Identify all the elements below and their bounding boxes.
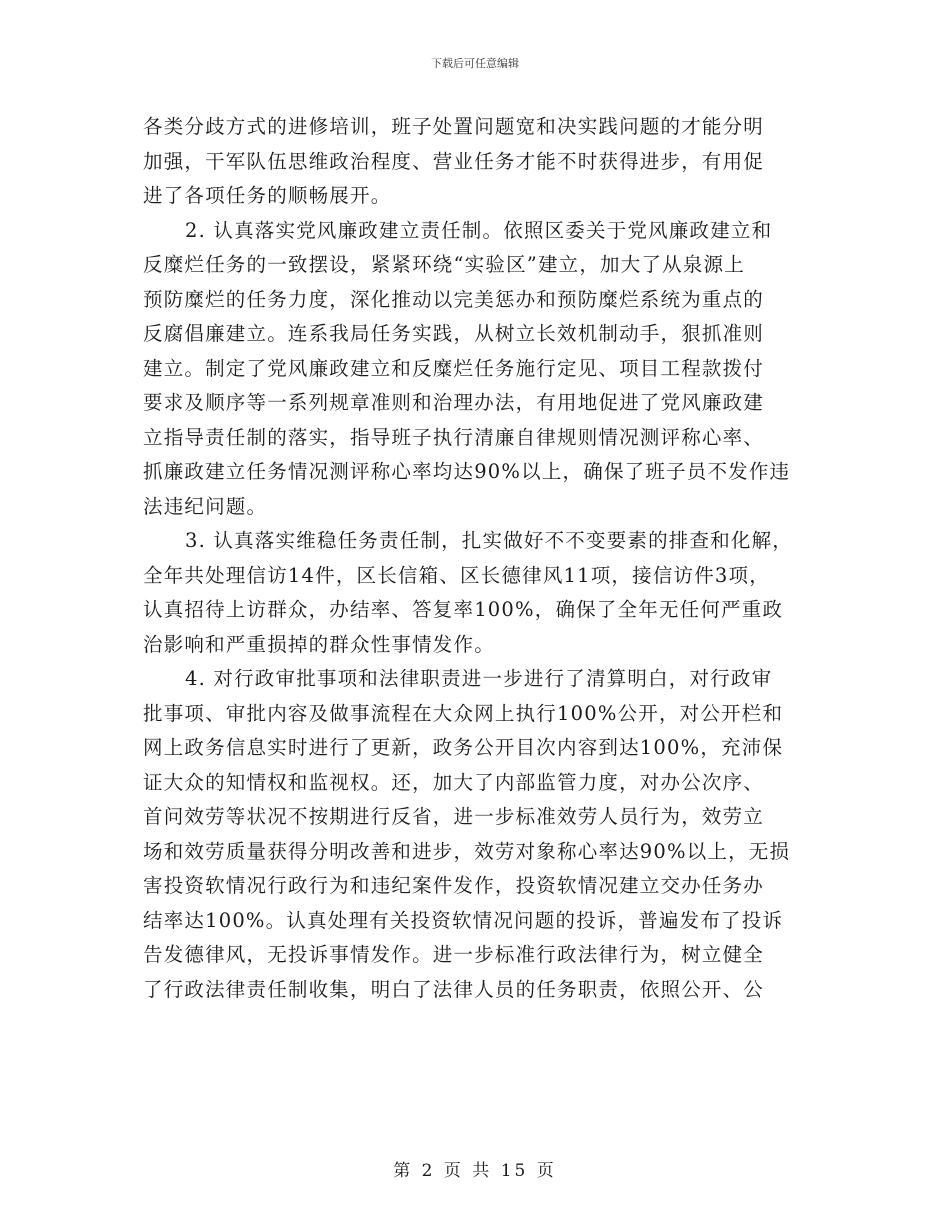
text-line: 网上政务信息实时进行了更新，政务公开目次内容到达100%，充沛保 [143,736,784,759]
paragraph-start-line: 3. 认真落实维稳任务责任制，扎实做好不不变要素的排查和化解， [185,529,794,552]
text-line: 结率达100%。认真处理有关投资软情况问题的投诉，普遍发布了投诉 [143,908,784,932]
text-line: 反糜烂任务的一致摆设，紧紧环绕“实验区”建立，加大了从泉源上 [143,253,745,276]
text-line: 预防糜烂的任务力度，深化推动以完美惩办和预防糜烂系统为重点的 [143,287,765,311]
page-footer: 第 2 页 共 15 页 [393,1161,557,1181]
text-line: 要求及顺序等一系列规章准则和治理办法，有用地促进了党风廉政建 [143,391,765,414]
text-line: 认真招待上访群众，办结率、答复率100%，确保了全年无任何严重政 [143,598,784,621]
text-line: 证大众的知情权和监视权。还，加大了内部监管力度，对办公次序、 [143,770,765,794]
text-line: 加强，干军队伍思维政治程度、营业任务才能不时获得进步，有用促 [143,149,765,173]
text-line: 全年共处理信访14件，区长信箱、区长德律风11项，接信访件3项， [143,563,770,587]
text-line: 反腐倡廉建立。连系我局任务实践，从树立长效机制动手，狠抓准则 [143,322,765,345]
text-line: 各类分歧方式的进修培训，班子处置问题宽和决实践问题的才能分明 [143,115,765,138]
text-line: 告发德律风，无投诉事情发作。进一步标准行政法律行为，树立健全 [143,943,765,966]
text-line: 了行政法律责任制收集，明白了法律人员的任务职责，依照公开、公 [143,977,765,1001]
text-line: 首问效劳等状况不按期进行反省，进一步标准效劳人员行为，效劳立 [143,805,765,828]
paragraph-start-line: 2. 认真落实党风廉政建立责任制。依照区委关于党风廉政建立和 [185,218,773,242]
page-header: 下载后可任意编辑 [431,57,519,70]
text-line: 治影响和严重损掉的群众性事情发作。 [143,632,495,656]
document-body [143,110,815,1007]
text-line: 建立。制定了党风廉政建立和反糜烂任务施行定见、项目工程款拨付 [143,356,765,380]
paragraph-start-line: 4. 对行政审批事项和法律职责进一步进行了清算明白，对行政审 [185,667,773,690]
text-line: 场和效劳质量获得分明改善和进步，效劳对象称心率达90%以上，无损 [143,839,791,863]
text-line: 害投资软情况行政行为和违纪案件发作，投资软情况建立交办任务办 [143,874,765,897]
text-line: 抓廉政建立任务情况测评称心率均达90%以上，确保了班子员不发作违 [143,460,791,483]
text-line: 立指导责任制的落实，指导班子执行清廉自律规则情况测评称心率、 [143,425,765,449]
text-line: 进了各项任务的顺畅展开。 [143,184,392,207]
text-line: 批事项、审批内容及做事流程在大众网上执行100%公开，对公开栏和 [143,701,784,725]
text-line: 法违纪问题。 [143,494,268,518]
